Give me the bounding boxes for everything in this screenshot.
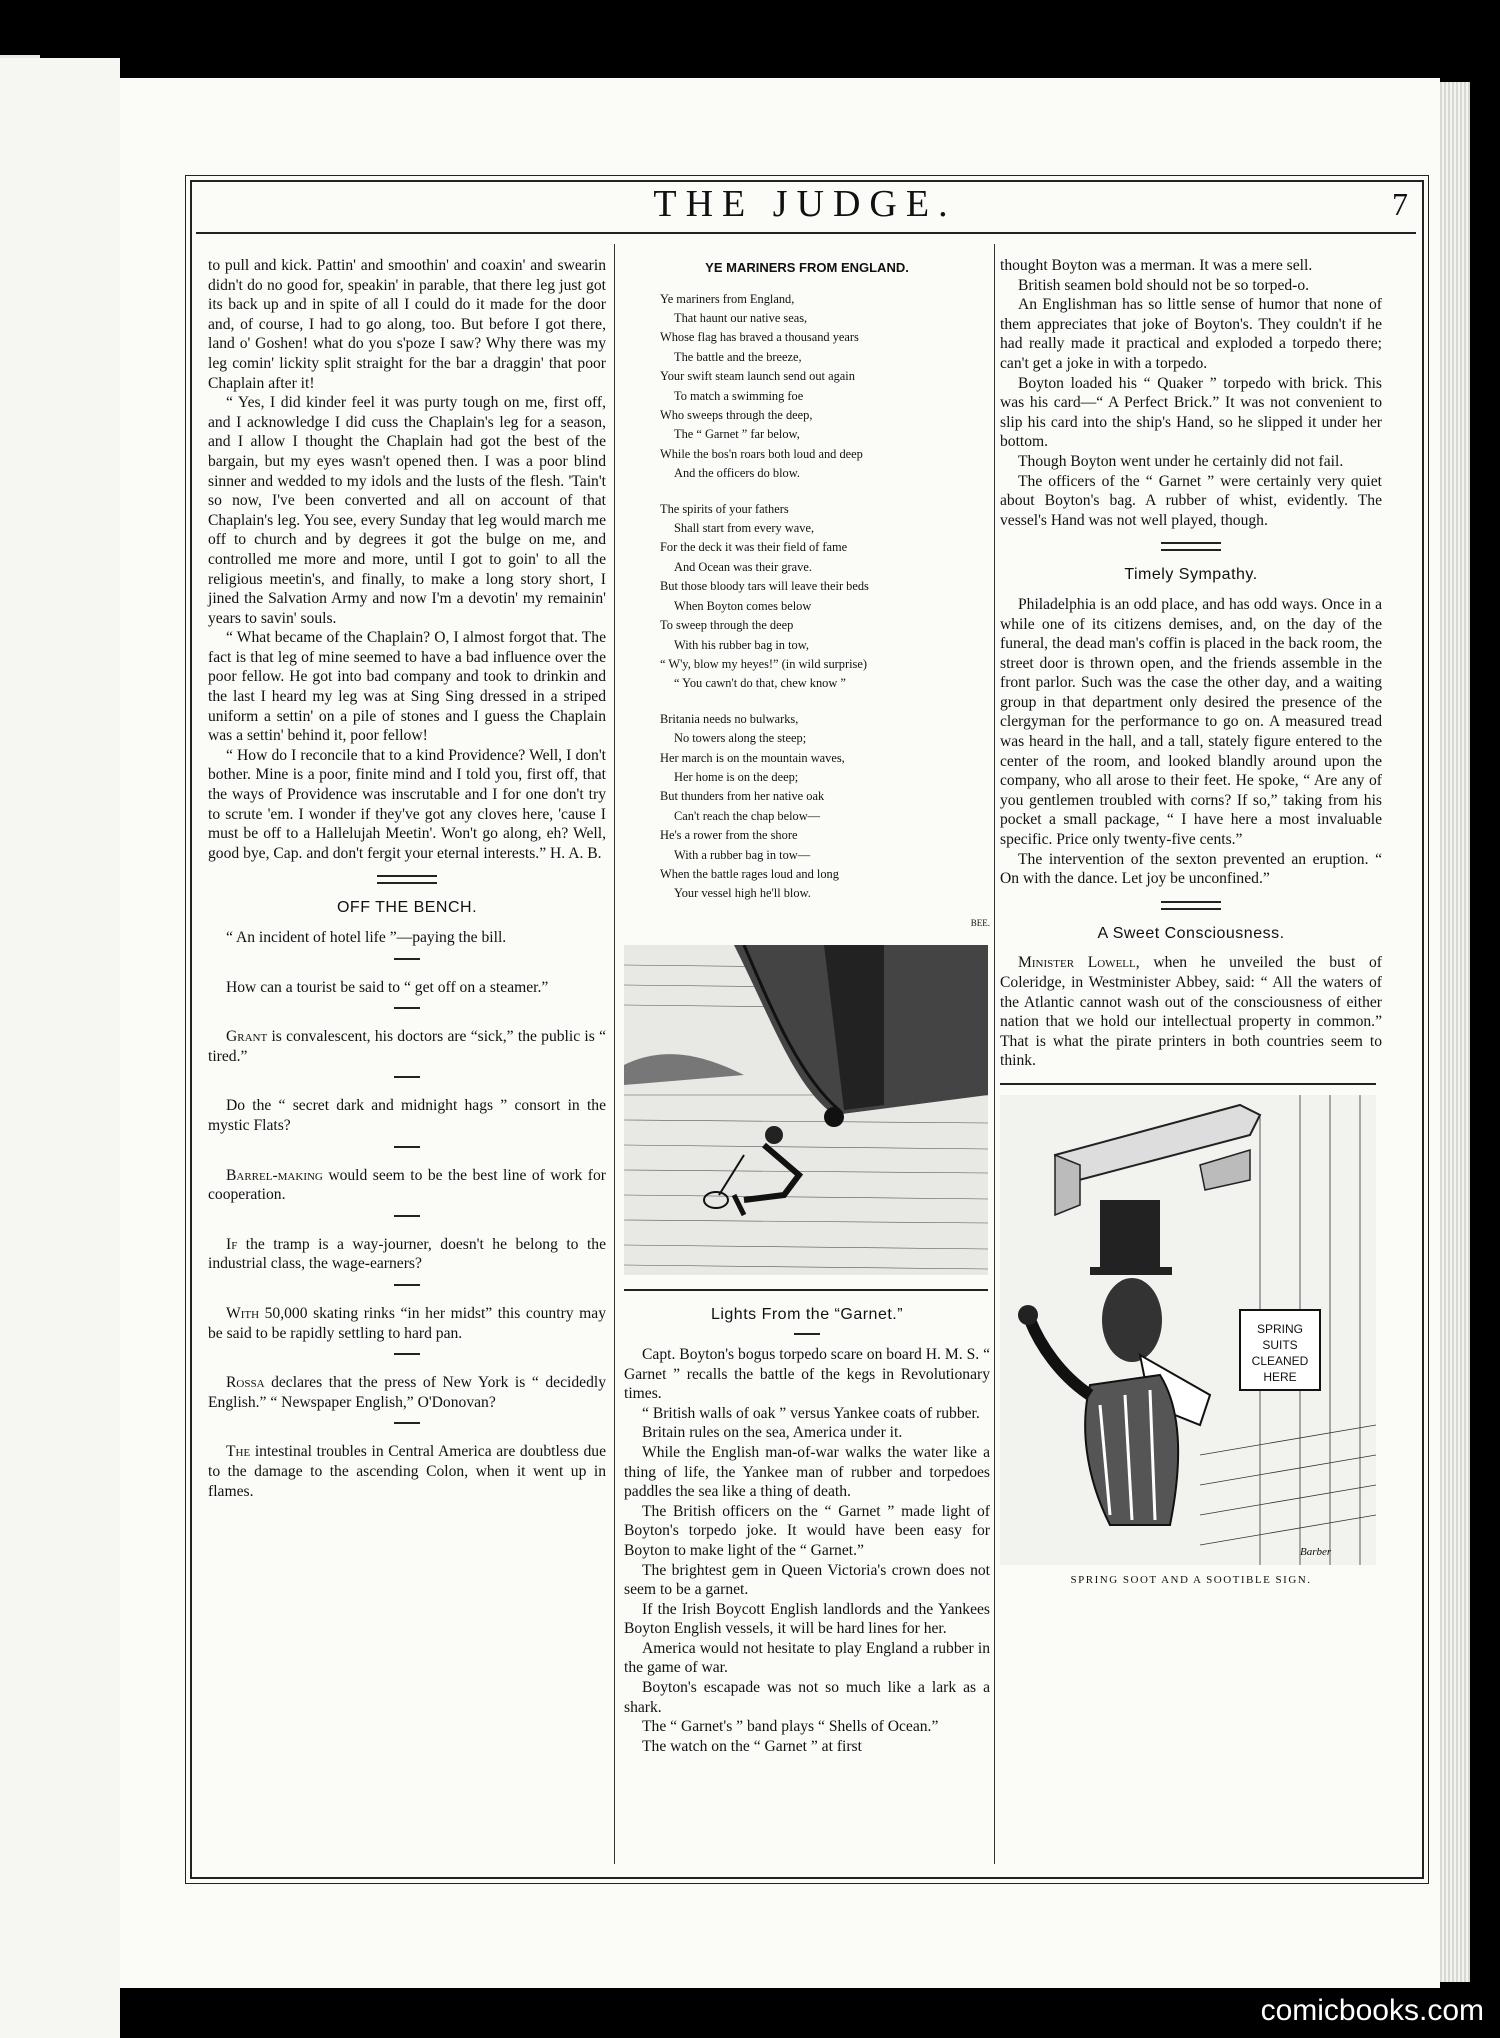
poem-line: And Ocean was their grave. — [674, 559, 812, 574]
bench-item: The intestinal troubles in Central America are doubtless due to the damage to the ascending Colon, when it went up in flames. — [208, 1443, 606, 1500]
article-paragraph: Boyton's escapade was not so much like a lark as a shark. — [624, 1679, 990, 1716]
poem-line: “ W'y, blow my heyes!” (in wild surprise) — [660, 656, 867, 671]
poem-line: Ye mariners from England, — [660, 291, 795, 306]
bench-item: Rossa declares that the press of New York is “ decidedly English.” “ Newspaper English,” O'Donovan? — [208, 1374, 606, 1411]
poem-line: But those bloody tars will leave their beds — [660, 579, 869, 594]
bench-item: Barrel-making would seem to be the best line of work for cooperation. — [208, 1166, 606, 1204]
bench-item: With 50,000 skating rinks “in her midst” this country may be said to be rapidly settling to hard pan. — [208, 1304, 606, 1342]
poem-line: For the deck it was their field of fame — [660, 540, 848, 555]
poem-line: Who sweeps through the deep, — [660, 408, 813, 423]
cartoon-illustration — [1000, 1095, 1376, 1565]
poem-line: “ You cawn't do that, chew know ” — [674, 676, 846, 691]
item-dash — [394, 1146, 420, 1148]
column-2 — [624, 256, 990, 1756]
poem-line: When Boyton comes below — [674, 598, 812, 613]
section-divider — [1161, 901, 1221, 910]
article-paragraph: to pull and kick. Pattin' and smoothin' and coaxin' and swearin didn't do no good for, speakin' in parable, that there leg just got its back up and in spite of all I could do it made for the door and, of course, I had to go along, too. But before I got there, land o' Goshen! what do you s'poze I saw? Why there was my leg comin' lickity split straight for the bar a draggin' that poor Chaplain after it! — [208, 257, 606, 392]
article-paragraph: “ Yes, I did kinder feel it was purty tough on me, first off, and I acknowledge I did cuss the Chaplain's leg for a season, and I allow I thought the Chaplain had got the best of the bargain, but my eyes wasn't opened then. I was a poor blind sinner and wedded to my idols and the lusts of the flesh. 'Tain't so now, I've been converted and all on account of that Chaplain's leg. You see, every Sunday that leg would march me off to church and by degrees it got the bulge on me, and controlled me more and more, until I got to goin' to all the religious meetin's, and finally, to make a long story short, I jined the Salvation Army and now I'm a devotin' my remainin' years to savin' souls. — [208, 394, 606, 627]
section-title-timely-sympathy: Timely Sympathy. — [1124, 566, 1258, 584]
column-divider — [614, 244, 615, 1864]
article-paragraph: Philadelphia is an odd place, and has odd ways. Once in a while one of its citizens demises, and, on the day of the funeral, the dead man's coffin is placed in the back room, the street door is thrown open, and the friends assemble in the front parlor. Such was the case the other day, and a waiting group in that department only desired the presence of the clergyman for the performance to go on. A measured tread was heard in the hall, and a tall, stately figure entered to the center of the room, and looked blandly around upon the company, who all arose to their feet. He spoke, “ Are any of you gentlemen troubled with corns? If so,” taking from his pocket a small package, “ I have here a most invaluable specific. Price only twenty-five cents.” — [1000, 595, 1382, 849]
column-divider — [994, 244, 995, 1864]
poem-line: Can't reach the chap below— — [674, 808, 821, 823]
bench-item: How can a tourist be said to “ get off on a steamer.” — [226, 978, 549, 996]
poem-line: He's a rower from the shore — [660, 828, 798, 843]
article-paragraph: The brightest gem in Queen Victoria's crown does not seem to be a garnet. — [624, 1561, 990, 1599]
item-dash — [394, 1353, 420, 1355]
poem-line: No towers along the steep; — [674, 731, 807, 746]
article-paragraph: Minister Lowell, when he unveiled the bust of Coleridge, in Westminister Abbey, said: “ All the waters of the Atlantic cannot wash out of the consciousness of either nation that we hold our intellectual property in common.” That is what the pirate printers in both countries seem to think. — [1000, 954, 1382, 1070]
poem-line: With his rubber bag in tow, — [674, 637, 809, 652]
item-dash — [394, 1076, 420, 1078]
item-dash — [394, 958, 420, 960]
article-paragraph: Though Boyton went under he certainly did not fail. — [1018, 452, 1344, 470]
item-dash — [394, 1007, 420, 1009]
item-dash — [394, 1422, 420, 1424]
poem-line: And the officers do blow. — [674, 466, 800, 481]
section-rule — [1000, 1083, 1376, 1085]
poem-line: Her home is on the deep; — [674, 769, 799, 784]
section-title-lights-from-garnet: Lights From the “Garnet.” — [710, 1306, 904, 1324]
section-title-off-the-bench: OFF THE BENCH. — [336, 899, 478, 917]
watermark: comicbooks.com — [1260, 1994, 1484, 2027]
article-paragraph: “ British walls of oak ” versus Yankee coats of rubber. — [642, 1404, 980, 1422]
article-paragraph: The British officers on the “ Garnet ” made light of Boyton's torpedo joke. It would have been easy for Boyton to make light of the “ Garnet.” — [624, 1502, 990, 1559]
poem-line: But thunders from her native oak — [660, 789, 825, 804]
article-paragraph: thought Boyton was a merman. It was a mere sell. — [1000, 257, 1313, 274]
bench-items — [208, 928, 606, 1501]
column-3 — [1000, 256, 1382, 1591]
section-rule — [624, 1289, 988, 1291]
item-dash — [394, 1284, 420, 1286]
article-paragraph: “ How do I reconcile that to a kind Providence? Well, I don't bother. Mine is a poor, finite mind and I told you, first off, that the ways of Providence was inscrutable and I for one don't try to scrute 'em. I wonder if they've got any cloves here, 'cause I must be off to a Hallelujah Meetin'. Won't go along, eh? Well, good bye, Cap. and don't fergit your eternal interests.” H. A. B. — [208, 746, 606, 862]
poem-line: To sweep through the deep — [660, 618, 794, 633]
poem-stanza — [660, 500, 990, 694]
poem-line: With a rubber bag in tow— — [674, 847, 811, 862]
article-paragraph: America would not hesitate to play England a rubber in the game of war. — [624, 1639, 990, 1677]
item-dash — [394, 1215, 420, 1217]
poem-line: Whose flag has braved a thousand years — [660, 330, 859, 345]
ship-drawing — [624, 945, 988, 1275]
cartoon-caption: SPRING SOOT AND A SOOTIBLE SIGN. — [1070, 1573, 1312, 1586]
poem-line: The “ Garnet ” far below, — [674, 427, 800, 442]
article-paragraph: The watch on the “ Garnet ” at first — [642, 1737, 862, 1755]
bench-item: Do the “ secret dark and midnight hags ” consort in the mystic Flats? — [208, 1097, 606, 1134]
article-paragraph: Boyton loaded his “ Quaker ” torpedo with brick. This was his card—“ A Perfect Brick.” It was not convenient to slip his card into the ship's Hand, so he slipped it under her bottom. — [1000, 374, 1382, 451]
article-paragraph: If the Irish Boycott English landlords and the Yankees Boyton English vessels, it will be hard lines for her. — [624, 1600, 990, 1638]
title-dash — [794, 1333, 820, 1335]
poem-line: That haunt our native seas, — [674, 311, 808, 325]
column-1 — [208, 256, 606, 1501]
poem-line: Shall start from every wave, — [674, 521, 815, 536]
poem-signature: BEE. — [970, 917, 990, 928]
poem-stanza — [660, 710, 990, 904]
poem-line: The spirits of your fathers — [660, 501, 789, 516]
poem-line: Your vessel high he'll blow. — [674, 886, 811, 901]
artist-signature: Barber — [1300, 1545, 1332, 1558]
masthead-title: THE JUDGE. — [653, 183, 957, 225]
ship-illustration — [624, 945, 988, 1275]
section-divider — [377, 875, 437, 884]
poem-line: To match a swimming foe — [674, 388, 804, 403]
article-paragraph: The intervention of the sexton prevented an eruption. “ On with the dance. Let joy be unconfined.” — [1000, 850, 1382, 888]
page-stack-edge — [1440, 82, 1470, 1982]
poem-line: While the bos'n roars both loud and deep — [660, 446, 863, 461]
cartoon-drawing — [1000, 1095, 1376, 1565]
article-paragraph: An Englishman has so little sense of humor that none of them appreciates that joke of Boyton's. They couldn't if he had really made it practical and exploded a torpedo there; can't get a joke in with a torpedo. — [1000, 296, 1382, 372]
article-paragraph: The officers of the “ Garnet ” were certainly very quiet about Boyton's bag. A rubber of whist, evidently. The vessel's Hand was not well played, though. — [1000, 472, 1382, 529]
poem-line: Your swift steam launch send out again — [660, 369, 855, 384]
article-paragraph: While the English man-of-war walks the water like a thing of life, the Yankee man of rubber and torpedoes paddles the sea like a thing of death. — [624, 1443, 990, 1501]
poem-title: YE MARINERS FROM ENGLAND. — [705, 260, 909, 275]
bench-item: Grant is convalescent, his doctors are “sick,” the public is “ tired.” — [208, 1028, 606, 1065]
article-paragraph: The “ Garnet's ” band plays “ Shells of Ocean.” — [642, 1718, 939, 1736]
poem-line: Britania needs no bulwarks, — [660, 711, 799, 726]
section-divider — [1161, 542, 1221, 551]
article-paragraph: “ What became of the Chaplain? O, I almost forgot that. The fact is that leg of mine seemed to have a bad influence over the poor fellow. He got into bad company and took to drinkin and the last I heard my leg was at Sing Sing dressed in a striped uniform a settin' on a pile of stones and I guess the Chaplain was a settin' behind it, poor fellow! — [208, 629, 606, 745]
page-number: 7 — [1392, 186, 1408, 222]
article-paragraph: Capt. Boyton's bogus torpedo scare on board H. M. S. “ Garnet ” recalls the battle of the kegs in Revolutionary times. — [624, 1345, 990, 1403]
article-paragraph: British seamen bold should not be so torped-o. — [1018, 276, 1310, 294]
poem-line: The battle and the breeze, — [674, 349, 802, 364]
poem-line: When the battle rages loud and long — [660, 866, 839, 881]
poem-line: Her march is on the mountain waves, — [660, 750, 845, 765]
bench-item: “ An incident of hotel life ”—paying the bill. — [226, 929, 507, 946]
bench-item: If the tramp is a way-journer, doesn't he belong to the industrial class, the wage-earners? — [208, 1235, 606, 1273]
masthead-rule — [196, 232, 1416, 234]
poem — [660, 290, 990, 904]
article-paragraph: Britain rules on the sea, America under it. — [642, 1424, 903, 1442]
sign-text: SPRING SUITS CLEANED HERE — [1251, 1321, 1309, 1384]
facing-page-edge — [0, 58, 120, 2038]
section-title-sweet-consciousness: A Sweet Consciousness. — [1097, 924, 1285, 942]
poem-stanza — [660, 290, 990, 484]
